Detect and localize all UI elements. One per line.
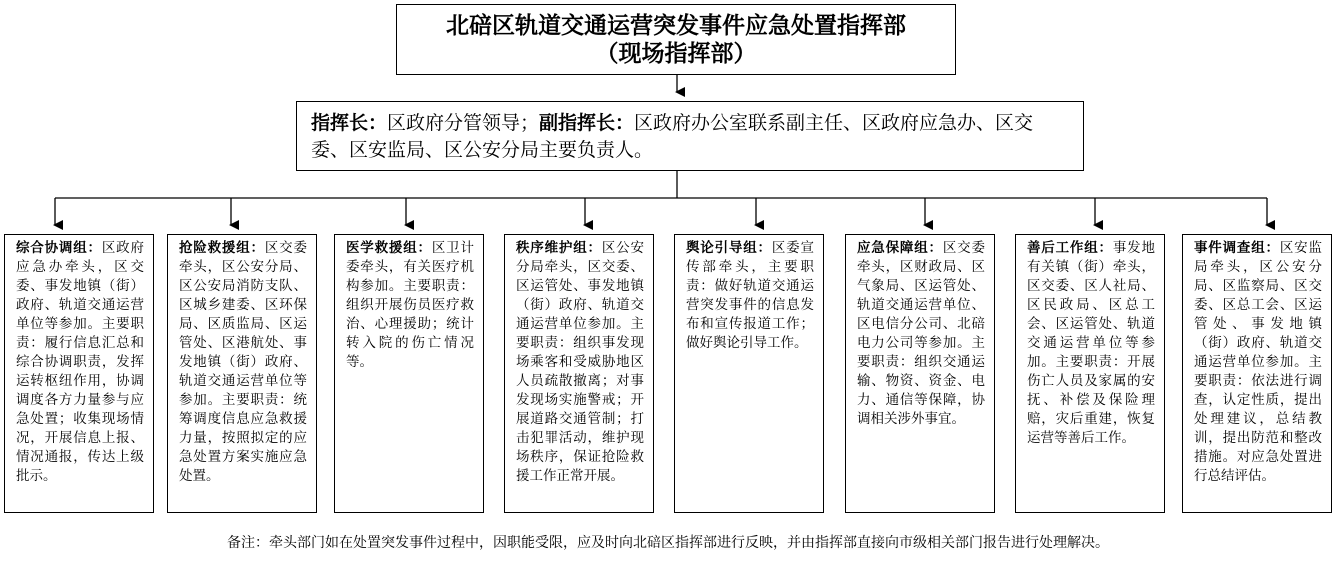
headquarters-subtitle: （现场指挥部） [595,41,757,67]
deputy-value: 区政府办公室联系副主任、区政府应急办、区交委、区安监局、区公安分局主要负责人。 [311,112,1034,161]
group-name: 抢险救援组： [179,240,265,256]
group-desc: 区交委牵头，区财政局、区气象局、区运管处、轨道交通运营单位、区电信分公司、北碚电力公司等参加。主要职责：组织交通运输、物资、资金、电力、通信等保障，协调相关涉外事宜。 [857,240,985,427]
headquarters-title: 北碚区轨道交通运营突发事件应急处置指挥部 [446,13,906,39]
chief-value: 区政府分管领导； [387,112,540,134]
group-box-support [845,234,995,513]
group-box-coordination [4,234,154,513]
group-box-order [504,234,654,513]
group-name: 事件调查组： [1194,240,1280,256]
group-name: 舆论引导组： [686,240,772,256]
group-desc: 区卫计委牵头，有关医疗机构参加。主要职责：组织开展伤员医疗救治、心理援助；统计转入院的伤亡情况等。 [346,240,474,370]
group-desc: 区交委牵头，区公安分局、区公安局消防支队、区城乡建委、区环保局、区质监局、区运管处、区港航处、事发地镇（街）政府、轨道交通运营单位等参加。主要职责：统筹调度信息应急救援力量，按照拟定的应急处置方案实施应急处置。 [179,240,307,484]
chief-label: 指挥长： [311,112,388,134]
group-box-rescue [167,234,317,513]
group-name: 秩序维护组： [516,240,602,256]
command-headquarters-box [396,4,956,75]
group-desc: 区委宣传部牵头，主要职责：做好轨道交通运营突发事件的信息发布和宣传报道工作；做好舆论引导工作。 [686,240,814,351]
group-name: 医学救援组： [346,240,432,256]
group-box-aftermath [1015,234,1165,513]
group-desc: 区安监局牵头，区公安分局、区监察局、区交委、区总工会、区运管处、事发地镇（街）政府、轨道交通运营单位参加。主要职责：依法进行调查，认定性质，提出处理建议，总结教训，提出防范和整改措施。对应急处置进行总结评估。 [1194,240,1322,484]
group-name: 综合协调组： [16,240,102,256]
group-box-public-opinion [674,234,824,513]
group-box-medical [334,234,484,513]
leadership-box [296,101,1084,171]
footnote: 备注：牵头部门如在处置突发事件过程中，因职能受限，应及时向北碚区指挥部进行反映，并由指挥部直接向市级相关部门报告进行处理解决。 [227,535,1109,551]
group-desc: 区公安分局牵头，区交委、区运管处、事发地镇（街）政府、轨道交通运营单位参加。主要职责：组织事发现场乘客和受威胁地区人员疏散撤离；对事发现场实施警戒；开展道路交通管制；打击犯罪活动，维护现场秩序，保证抢险救援工作正常开展。 [516,240,644,484]
group-desc: 区政府应急办牵头，区交委、事发地镇（街）政府、轨道交通运营单位等参加。主要职责：履行信息汇总和综合协调职责，发挥运转枢纽作用，协调调度各方力量参与应急处置；收集现场情况，开展信息上报、情况通报，传达上级批示。 [16,240,144,484]
deputy-label: 副指挥长： [539,112,635,134]
group-name: 善后工作组： [1027,240,1113,256]
group-name: 应急保障组： [857,240,943,256]
group-box-investigation [1182,234,1332,513]
group-desc: 事发地有关镇（街）牵头，区交委、区人社局、区民政局、区总工会、区运管处、轨道交通运营单位等参加。主要职责：开展伤亡人员及家属的安抚、补偿及保险理赔，灾后重建，恢复运营等善后工作。 [1027,240,1155,446]
